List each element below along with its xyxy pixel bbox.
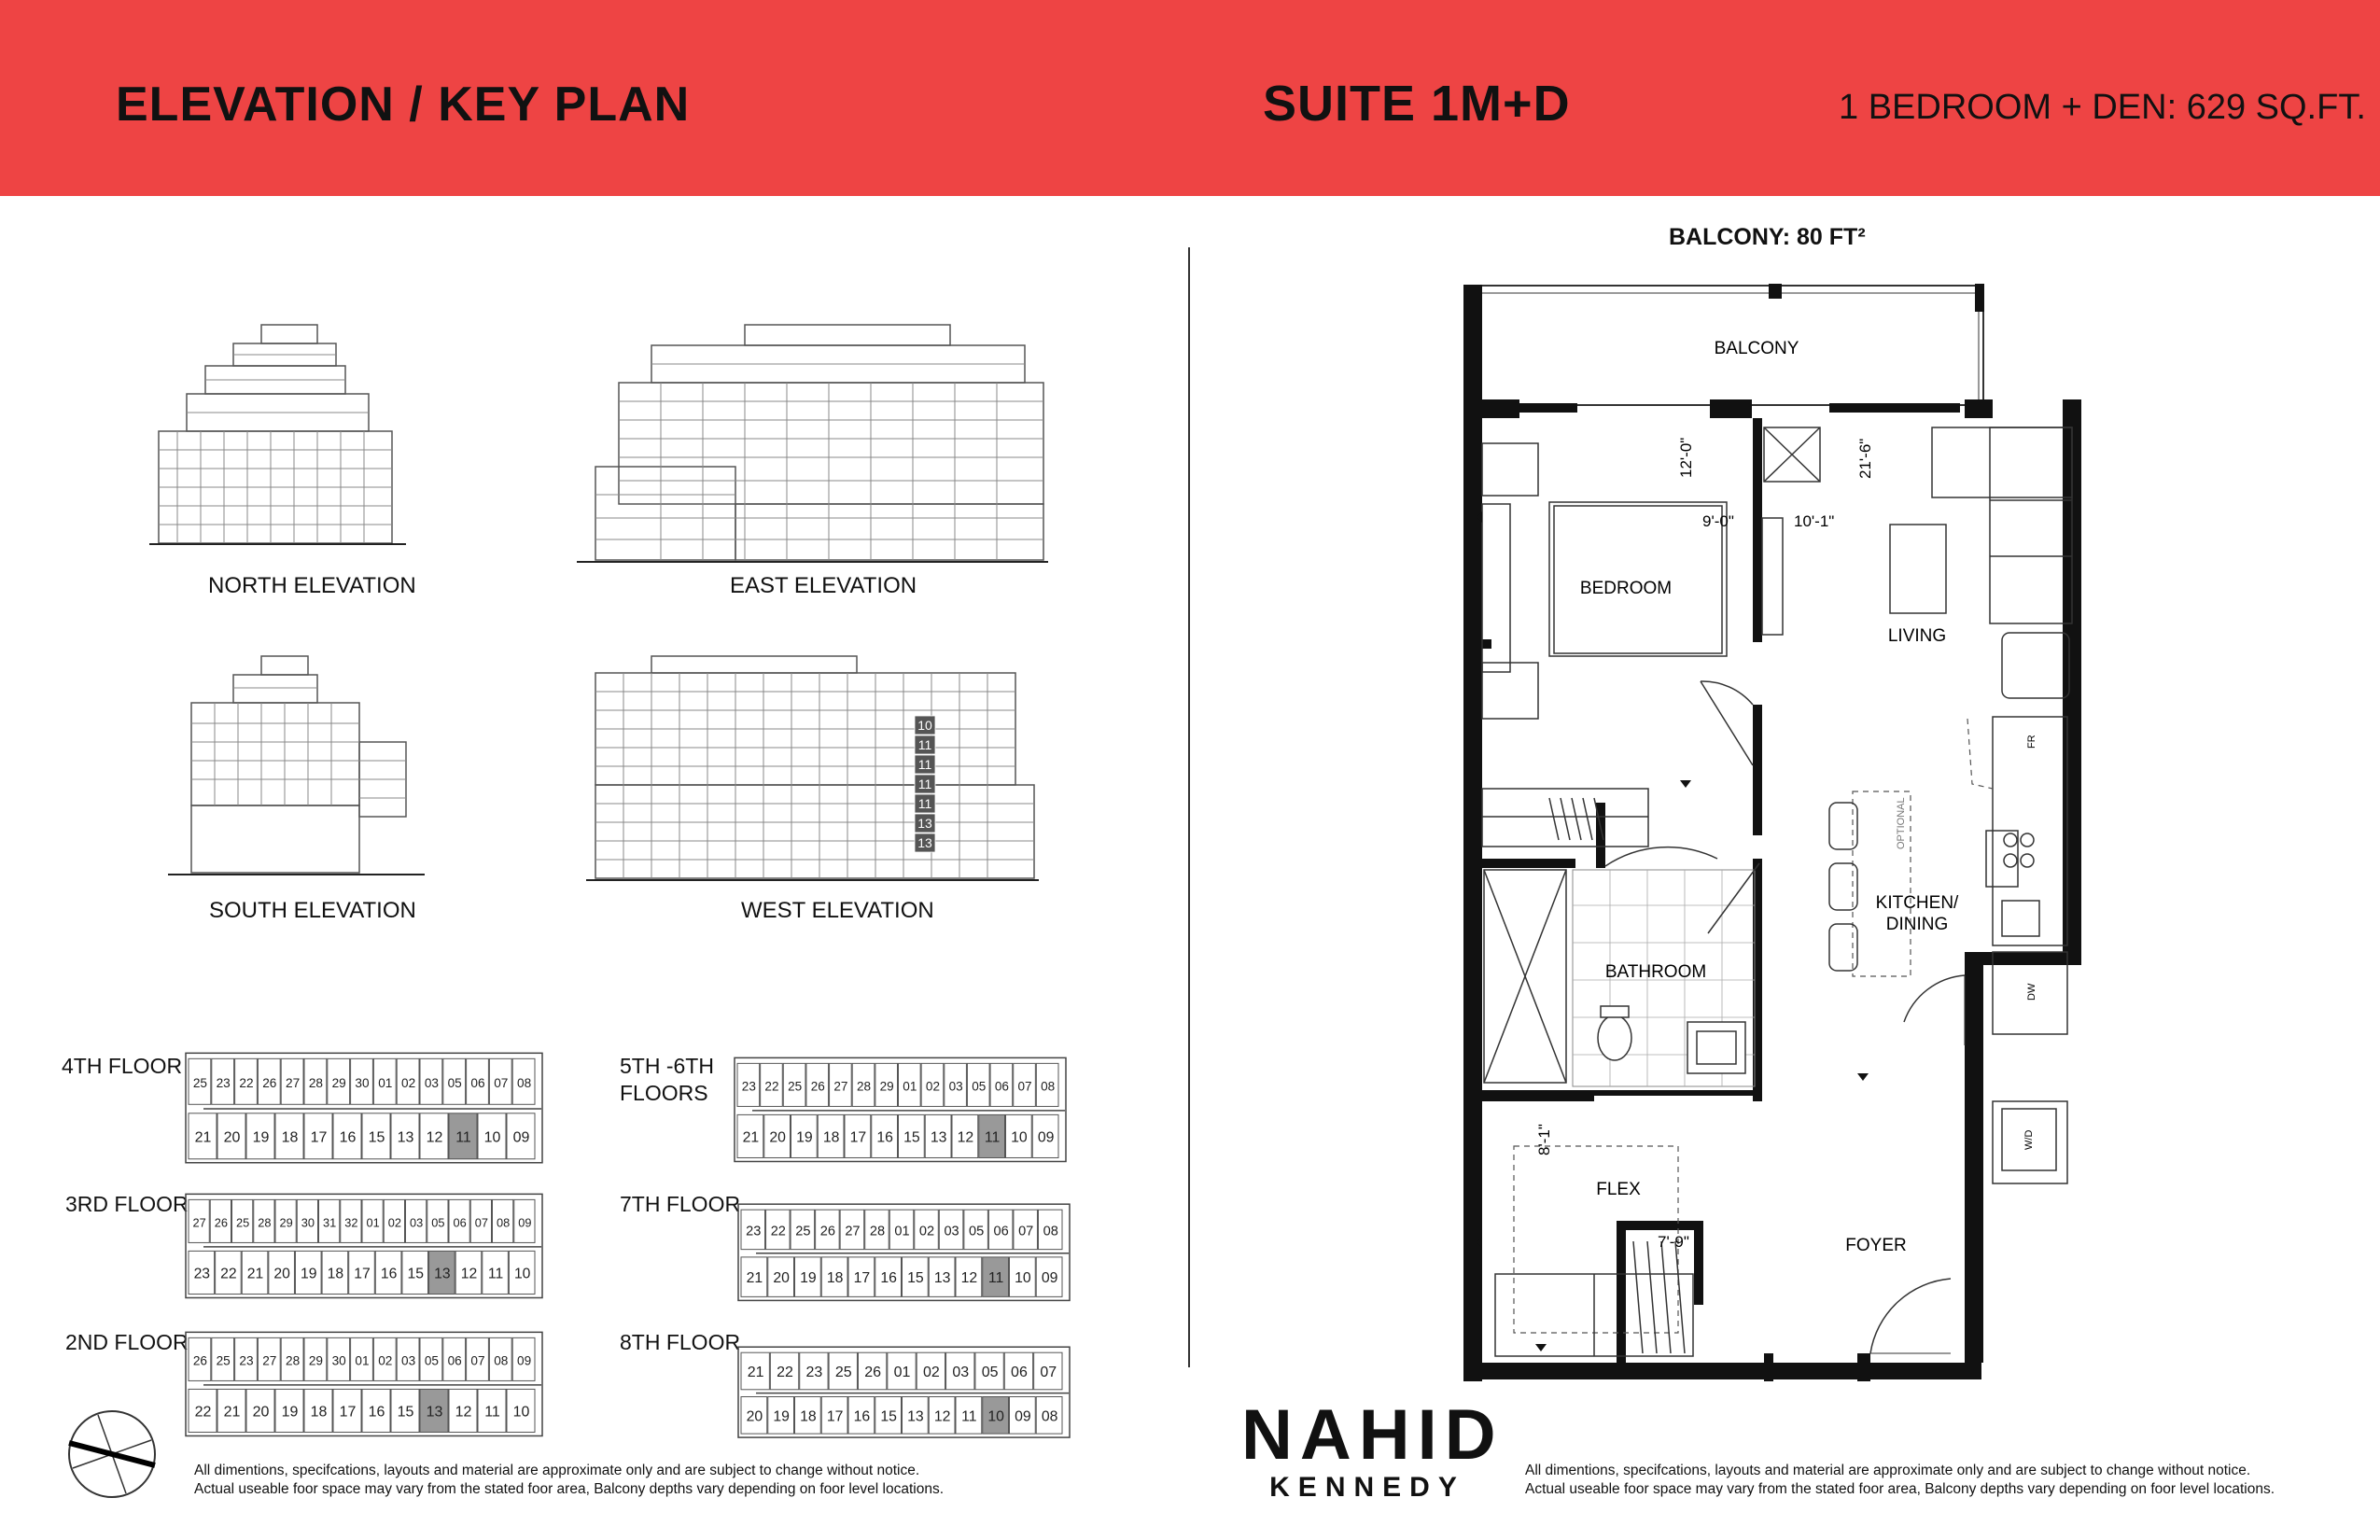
key-plan-unit-label: 19 — [252, 1129, 270, 1146]
key-plan-unit-label: 17 — [826, 1408, 844, 1425]
key-plan-unit-label: 20 — [273, 1266, 290, 1282]
north-elevation-label: NORTH ELEVATION — [208, 573, 416, 598]
key-plan-unit-label: 11 — [484, 1404, 500, 1421]
floor4-key-plan — [185, 1043, 569, 1170]
nahid-kennedy-logo — [1241, 1395, 1504, 1505]
closet-hangers — [1549, 798, 1603, 840]
key-plan-unit-label: 18 — [310, 1404, 328, 1421]
floor3-label: 3RD FLOOR — [65, 1192, 189, 1216]
key-plan-unit-label: 15 — [368, 1129, 385, 1146]
key-plan-unit-label: 26 — [262, 1075, 277, 1090]
key-plan-unit-label: 23 — [741, 1079, 756, 1094]
floor2-key-plan — [185, 1323, 569, 1443]
key-plan-unit-label: 10 — [483, 1129, 501, 1146]
west-highlight-unit-label: 13 — [917, 816, 932, 831]
key-plan-unit-label: 13 — [933, 1270, 951, 1287]
left-disclaimer — [194, 1462, 944, 1499]
key-plan-unit-label: 02 — [922, 1365, 940, 1380]
floor3-key-plan — [185, 1185, 569, 1305]
key-plan-unit-label: 19 — [800, 1270, 817, 1287]
key-plan-unit-label: 11 — [984, 1129, 1001, 1146]
key-plan-unit-label: 13 — [426, 1404, 443, 1421]
key-plan-unit-label: 03 — [948, 1079, 963, 1094]
key-plan-unit-label: 07 — [494, 1075, 509, 1090]
header-bar — [0, 0, 2380, 196]
key-plan-unit-label: 06 — [1011, 1365, 1028, 1380]
key-plan-unit-label: 07 — [1040, 1365, 1057, 1380]
optional-island — [1853, 719, 1993, 976]
key-plan-unit-label: 21 — [747, 1365, 764, 1380]
key-plan-unit-label: 09 — [1037, 1129, 1055, 1146]
west-highlight-unit-label: 11 — [917, 777, 932, 791]
key-plan-unit-label: 25 — [192, 1075, 207, 1090]
key-plan-unit-label: 02 — [918, 1224, 935, 1239]
key-plan-unit-label: 26 — [864, 1365, 882, 1380]
key-plan-unit-label: 09 — [517, 1353, 532, 1368]
key-plan-unit-label: 06 — [447, 1353, 462, 1368]
floor56-key-plan — [734, 1049, 1093, 1169]
key-plan-unit-label: 22 — [770, 1224, 786, 1239]
key-plan-unit-label: 28 — [308, 1075, 323, 1090]
key-plan-unit-label: 18 — [327, 1266, 344, 1282]
key-plan-unit-label: 03 — [424, 1075, 439, 1090]
logo-sub-text: KENNEDY — [1269, 1472, 1465, 1503]
living-furniture — [1887, 427, 2072, 698]
key-plan-unit-label: 29 — [279, 1215, 293, 1230]
key-plan-unit-label: 32 — [344, 1215, 358, 1230]
key-plan-unit-label: 03 — [401, 1353, 416, 1368]
key-plan-unit-label: 10 — [512, 1404, 530, 1421]
west-highlight-unit-label: 10 — [917, 718, 932, 733]
key-plan-unit-label: 27 — [262, 1353, 277, 1368]
optional-tag: OPTIONAL — [1896, 797, 1907, 849]
key-plan-unit-label: 05 — [424, 1353, 439, 1368]
key-plan-unit-label: 10 — [513, 1266, 531, 1282]
living-depth-dim: 21'-6" — [1856, 438, 1874, 479]
living-label: LIVING — [1887, 626, 1947, 646]
key-plan-unit-label: 12 — [426, 1129, 443, 1146]
key-plan-unit-label: 17 — [354, 1266, 371, 1282]
key-plan-unit-label: 18 — [822, 1129, 840, 1146]
floor7-key-plan — [737, 1197, 1097, 1307]
key-plan-unit-label: 01 — [366, 1215, 380, 1230]
key-plan-unit-label: 02 — [401, 1075, 416, 1090]
floor2-label: 2ND FLOOR — [65, 1330, 189, 1354]
key-plan-unit-label: 27 — [286, 1075, 301, 1090]
key-plan-unit-label: 29 — [308, 1353, 323, 1368]
key-plan-unit-label: 13 — [397, 1129, 414, 1146]
key-plan-unit-label: 20 — [773, 1270, 790, 1287]
key-plan-unit-label: 18 — [281, 1129, 299, 1146]
key-plan-unit-label: 18 — [800, 1408, 817, 1425]
washer-tag: W/D — [2023, 1129, 2035, 1150]
key-plan-unit-label: 28 — [856, 1079, 872, 1094]
key-plan-unit-label: 25 — [236, 1215, 250, 1230]
key-plan-unit-label: 22 — [194, 1404, 212, 1421]
key-plan-unit-label: 17 — [310, 1129, 328, 1146]
compass-icon — [65, 1407, 159, 1501]
south-elevation-drawing — [168, 649, 429, 882]
floor4-label: 4TH FLOOR — [62, 1054, 183, 1078]
key-plan-unit-label: 15 — [907, 1270, 924, 1287]
key-plan-unit-label: 31 — [323, 1215, 337, 1230]
right-disclaimer-line1: All dimentions, specifcations, layouts and material are approximate only and are subject to change without notice. — [1525, 1463, 2251, 1478]
key-plan-unit-label: 23 — [805, 1365, 823, 1380]
key-plan-unit-label: 21 — [246, 1266, 264, 1282]
key-plan-unit-label: 05 — [969, 1224, 985, 1239]
key-plan-unit-label: 12 — [455, 1404, 472, 1421]
key-plan-unit-label: 26 — [810, 1079, 825, 1094]
key-plan-unit-label: 16 — [368, 1404, 385, 1421]
flex-desk — [1514, 1146, 1678, 1333]
east-elevation-drawing — [577, 317, 1053, 569]
key-plan-unit-label: 22 — [239, 1075, 254, 1090]
key-plan-unit-label: 29 — [331, 1075, 346, 1090]
key-plan-unit-label: 18 — [826, 1270, 844, 1287]
key-plan-unit-label: 26 — [192, 1353, 207, 1368]
key-plan-unit-label: 13 — [434, 1266, 451, 1282]
key-plan-unit-label: 10 — [987, 1408, 1004, 1425]
foyer-label: FOYER — [1845, 1236, 1907, 1255]
key-plan-unit-label: 29 — [879, 1079, 894, 1094]
north-elevation-drawing — [149, 317, 411, 551]
key-plan-unit-label: 08 — [1043, 1224, 1058, 1239]
key-plan-unit-label: 22 — [777, 1365, 793, 1380]
bathroom-label: BATHROOM — [1604, 962, 1707, 982]
key-plan-unit-label: 23 — [193, 1266, 211, 1282]
key-plan-unit-label: 03 — [952, 1365, 970, 1380]
key-plan-unit-label: 11 — [961, 1408, 977, 1425]
key-plan-unit-label: 26 — [214, 1215, 228, 1230]
key-plan-unit-label: 15 — [880, 1408, 897, 1425]
floor7-label: 7TH FLOOR — [620, 1192, 741, 1216]
key-plan-unit-label: 09 — [1015, 1408, 1031, 1425]
key-plan-unit-label: 28 — [869, 1224, 886, 1239]
key-plan-unit-label: 15 — [903, 1129, 920, 1146]
flex-depth-dim: 8'-1" — [1535, 1124, 1553, 1155]
key-plan-unit-label: 05 — [981, 1365, 999, 1380]
bedroom-furniture — [1482, 427, 1820, 847]
suite-title: SUITE 1M+D — [1263, 76, 1571, 132]
key-plan-unit-label: 30 — [301, 1215, 315, 1230]
key-plan-unit-label: 03 — [944, 1224, 959, 1239]
suite-floor-plan — [1456, 280, 2100, 1381]
floor56-label-line2: FLOORS — [620, 1081, 708, 1105]
key-plan-unit-label: 11 — [455, 1129, 471, 1146]
key-plan-unit-label: 02 — [378, 1353, 393, 1368]
balcony-area-title: BALCONY: 80 FT² — [1669, 224, 1866, 250]
living-width-dim: 10'-1" — [1794, 512, 1835, 530]
key-plan-unit-label: 16 — [876, 1129, 893, 1146]
key-plan-unit-label: 06 — [470, 1075, 485, 1090]
panel-divider — [1188, 247, 1190, 1367]
west-elevation-drawing — [586, 649, 1043, 891]
key-plan-unit-label: 01 — [355, 1353, 370, 1368]
key-plan-unit-label: 07 — [1018, 1224, 1034, 1239]
key-plan-unit-label: 06 — [994, 1079, 1009, 1094]
key-plan-unit-label: 05 — [431, 1215, 445, 1230]
key-plan-unit-label: 21 — [223, 1404, 241, 1421]
key-plan-unit-label: 13 — [930, 1129, 947, 1146]
key-plan-unit-label: 02 — [925, 1079, 941, 1094]
entry-door — [1870, 1279, 1951, 1353]
key-plan-unit-label: 13 — [907, 1408, 924, 1425]
fridge-tag: FR — [2026, 735, 2037, 749]
key-plan-unit-label: 06 — [453, 1215, 467, 1230]
key-plan-unit-label: 28 — [258, 1215, 272, 1230]
key-plan-unit-label: 19 — [281, 1404, 299, 1421]
key-plan-unit-label: 19 — [773, 1408, 790, 1425]
dishwasher-tag: DW — [2026, 983, 2037, 1001]
floor8-key-plan — [737, 1340, 1097, 1443]
floor56-label — [620, 1053, 714, 1107]
laundry-door — [1904, 975, 1965, 1022]
bathroom-door — [1605, 847, 1717, 866]
key-plan-unit-label: 08 — [517, 1075, 532, 1090]
floor8-label: 8TH FLOOR — [620, 1330, 741, 1354]
key-plan-unit-label: 17 — [339, 1404, 357, 1421]
key-plan-unit-label: 17 — [853, 1270, 871, 1287]
floor56-label-line1: 5TH -6TH — [620, 1054, 714, 1078]
key-plan-unit-label: 16 — [339, 1129, 357, 1146]
key-plan-unit-label: 23 — [216, 1075, 231, 1090]
bed-depth-dim: 12'-0" — [1677, 437, 1695, 478]
key-plan-unit-label: 07 — [470, 1353, 485, 1368]
west-elevation-label: WEST ELEVATION — [741, 898, 934, 923]
east-elevation-label: EAST ELEVATION — [730, 573, 917, 598]
west-highlight-unit-label: 13 — [917, 835, 932, 850]
flex-label: FLEX — [1596, 1180, 1641, 1199]
key-plan-unit-label: 30 — [331, 1353, 346, 1368]
south-elevation-label: SOUTH ELEVATION — [209, 898, 416, 923]
key-plan-unit-label: 10 — [1015, 1270, 1031, 1287]
key-plan-unit-label: 08 — [1041, 1408, 1058, 1425]
right-disclaimer — [1525, 1462, 2275, 1499]
left-disclaimer-line2: Actual useable foor space may vary from the stated foor area, Balcony depths vary depending on foor level locations. — [194, 1481, 945, 1497]
key-plan-unit-label: 01 — [894, 1224, 910, 1239]
key-plan-unit-label: 01 — [378, 1075, 393, 1090]
right-disclaimer-line2: Actual useable foor space may vary from the stated foor area, Balcony depths vary depending on foor level locations. — [1525, 1481, 2275, 1497]
bed-width-dim: 9'-0" — [1702, 512, 1734, 530]
key-plan-unit-label: 15 — [397, 1404, 414, 1421]
key-plan-unit-label: 27 — [192, 1215, 206, 1230]
key-plan-unit-label: 07 — [474, 1215, 488, 1230]
key-plan-unit-label: 25 — [216, 1353, 231, 1368]
flex-width-dim: 7'-9" — [1658, 1233, 1689, 1251]
key-plan-unit-label: 05 — [447, 1075, 462, 1090]
west-highlight-unit-label: 11 — [917, 737, 932, 752]
key-plan-unit-label: 11 — [987, 1270, 1004, 1287]
key-plan-unit-label: 15 — [407, 1266, 424, 1282]
key-plan-unit-label: 09 — [1041, 1270, 1058, 1287]
key-plan-unit-label: 21 — [742, 1129, 760, 1146]
key-plan-unit-label: 08 — [1041, 1079, 1056, 1094]
west-highlight-unit-label: 11 — [917, 796, 932, 811]
key-plan-unit-label: 21 — [194, 1129, 212, 1146]
key-plan-unit-label: 23 — [746, 1224, 762, 1239]
key-plan-unit-label: 28 — [286, 1353, 301, 1368]
key-plan-unit-label: 05 — [972, 1079, 987, 1094]
key-plan-unit-label: 02 — [387, 1215, 401, 1230]
key-plan-unit-label: 25 — [795, 1224, 811, 1239]
key-plan-unit-label: 12 — [957, 1129, 974, 1146]
key-plan-unit-label: 25 — [834, 1365, 852, 1380]
key-plan-unit-label: 12 — [933, 1408, 951, 1425]
key-plan-unit-label: 16 — [380, 1266, 398, 1282]
key-plan-unit-label: 22 — [764, 1079, 779, 1094]
key-plan-unit-label: 26 — [819, 1224, 835, 1239]
key-plan-unit-label: 16 — [853, 1408, 871, 1425]
key-plan-unit-label: 09 — [518, 1215, 532, 1230]
kitchen-counter — [1986, 717, 2067, 1183]
key-plan-unit-label: 17 — [849, 1129, 867, 1146]
key-plan-unit-label: 25 — [788, 1079, 803, 1094]
key-plan-unit-label: 21 — [746, 1270, 763, 1287]
west-highlight-units — [915, 716, 935, 852]
key-plan-unit-label: 08 — [497, 1215, 511, 1230]
key-plan-unit-label: 11 — [487, 1266, 504, 1282]
key-plan-unit-label: 19 — [796, 1129, 813, 1146]
key-plan-unit-label: 20 — [746, 1408, 763, 1425]
key-plan-unit-label: 07 — [1017, 1079, 1032, 1094]
suite-size: 1 BEDROOM + DEN: 629 SQ.FT. — [1839, 88, 2366, 127]
key-plan-unit-label: 06 — [993, 1224, 1009, 1239]
key-plan-unit-label: 20 — [252, 1404, 270, 1421]
key-plan-unit-label: 20 — [223, 1129, 241, 1146]
foyer-closet — [1633, 1241, 1685, 1353]
key-plan-unit-label: 22 — [220, 1266, 237, 1282]
key-plan-unit-label: 09 — [512, 1129, 530, 1146]
left-title: ELEVATION / KEY PLAN — [116, 77, 691, 132]
key-plan-unit-label: 01 — [903, 1079, 917, 1094]
key-plan-unit-label: 12 — [460, 1266, 478, 1282]
key-plan-unit-label: 10 — [1011, 1129, 1028, 1146]
key-plan-unit-label: 30 — [355, 1075, 370, 1090]
balcony-room-label: BALCONY — [1714, 339, 1799, 358]
key-plan-unit-label: 27 — [845, 1224, 861, 1239]
key-plan-unit-label: 23 — [239, 1353, 254, 1368]
logo-main-text: NAHID — [1241, 1395, 1504, 1475]
key-plan-unit-label: 20 — [769, 1129, 786, 1146]
exterior-walls — [1463, 285, 2081, 1381]
kitchen-label-line1: KITCHEN/ — [1875, 893, 1959, 913]
flex-sofa — [1495, 1274, 1693, 1356]
key-plan-unit-label: 03 — [410, 1215, 424, 1230]
key-plan-unit-label: 16 — [880, 1270, 897, 1287]
key-plan-unit-label: 12 — [960, 1270, 978, 1287]
bedroom-label: BEDROOM — [1579, 579, 1673, 598]
interior-walls — [1482, 418, 1762, 1363]
key-plan-unit-label: 01 — [893, 1365, 911, 1380]
left-disclaimer-line1: All dimentions, specifcations, layouts and material are approximate only and are subject to change without notice. — [194, 1463, 920, 1478]
key-plan-unit-label: 27 — [833, 1079, 848, 1094]
west-highlight-unit-label: 11 — [917, 757, 932, 772]
key-plan-unit-label: 19 — [301, 1266, 317, 1282]
key-plan-unit-label: 08 — [494, 1353, 509, 1368]
kitchen-label-line2: DINING — [1885, 915, 1949, 934]
